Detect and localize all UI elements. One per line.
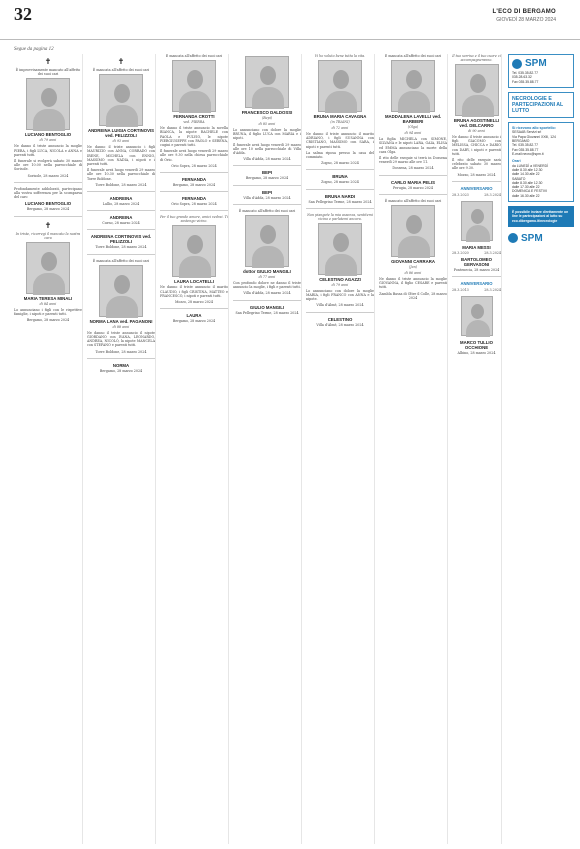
notice-text: Lo annunciano i figli con le rispettive famiglie, i nipoti e parenti tutti. xyxy=(14,307,82,316)
anniversary-heading: ANNIVERSARIO xyxy=(460,281,493,287)
notice-text: Ne danno il triste annuncio il marito ADRIANO, i figli SUSANNA con CRISTIANO, MASSIMO con SARA, i nipoti e parenti tutti. xyxy=(306,132,374,149)
cross-icon: ✝ xyxy=(117,57,125,66)
notice-text: Ne danno il triste annuncio la moglie PIERA, i figli LUCA, NICOLA e ANNA e parenti tutti. xyxy=(14,144,82,157)
portrait-photo xyxy=(172,60,216,112)
spm-logo-icon xyxy=(508,233,518,243)
divider xyxy=(233,300,301,301)
spm-logo xyxy=(512,58,570,69)
notice-intro: È mancata all'affetto dei suoi cari xyxy=(165,54,223,58)
deceased-name: ANDREINA CORTINOVIS ved. PELIZZOLI xyxy=(90,234,152,245)
notice-text: Il funerale si svolgerà sabato 30 marzo alle ore 10.00 nella parrocchiale di Sorisole. xyxy=(14,159,82,172)
spm-logo-icon xyxy=(512,59,522,69)
notice-place-date: Bergamo, 28 marzo 2024 xyxy=(99,368,143,373)
deceased-nickname: (Bepi) xyxy=(261,116,273,120)
hours-line: dalle 16.30 alle 22 xyxy=(512,193,540,198)
notice-text: Ne danno il triste annuncio il marito CLAUDIO, i figli CRISTINA, MATTEO e FRANCESCO, i nipoti e parenti tutti. xyxy=(160,285,228,298)
notice-place-date: Torre Boldone, 28 marzo 2024 xyxy=(95,245,147,250)
divider xyxy=(306,312,374,313)
divider xyxy=(452,276,501,277)
hours-line: dalle 14.30 alle 22 xyxy=(512,172,540,177)
divider xyxy=(379,175,447,176)
deceased-name: ANDREINA xyxy=(109,196,133,202)
deceased-name: FERNANDA CROTTI xyxy=(173,114,215,120)
deceased-name: GIULIO MANGILI xyxy=(249,304,285,310)
notice-place-date: Bergamo, 28 marzo 2024 xyxy=(26,207,70,212)
deceased-name: NORMA LANA ved. PAGANONI xyxy=(89,318,153,324)
notice-text: Ne danno il triste annuncio la moglie GIOVANNA, il figlio CESARE e parenti tutti. xyxy=(379,277,447,290)
contact-line: Fax 035.35.88.77 xyxy=(512,79,539,84)
divider xyxy=(87,229,155,230)
divider xyxy=(233,204,301,205)
cross-icon: ✝ xyxy=(44,220,52,230)
notice-text: La figlia MICHELA con SIMONE, SILVANA e le nipoti LARA, GAIA, ELISA ed EMMA annunciano la morte della cara Olga. xyxy=(379,137,447,154)
portrait-photo xyxy=(455,64,499,116)
column-4 xyxy=(233,54,302,844)
portrait-photo xyxy=(318,60,362,112)
notice-intro: È mancata all'affetto dei suoi cari xyxy=(384,54,442,58)
deceased-age: di 93 anni xyxy=(112,139,130,144)
portrait-photo xyxy=(461,201,493,241)
promo-text: È possibile inviare direttamente on line le partecipazioni al lutto su eco.dibergamo.it/necrologie xyxy=(512,210,569,223)
notice-place-date: Bergamo, 28 marzo 2024 xyxy=(26,318,70,323)
portrait-photo xyxy=(391,60,435,112)
hours-line: SABATO xyxy=(512,176,526,181)
spm-brand xyxy=(508,233,574,244)
email-link[interactable]: E-mail necro@spm.it xyxy=(512,151,544,156)
deceased-age: di 72 anni xyxy=(331,126,349,130)
notice-text: Ne danno il triste annuncio il nipote GIORDANO con IVANA, LEONARDO, ANDREA, NICOLÒ, la nipote MANCELA con STEFANO e parenti tutti. xyxy=(87,330,155,348)
notice-text: Con profondo dolore ne danno il triste annuncio la moglie, i figli e parenti tutti. xyxy=(233,281,301,290)
notice-place-date: Bergamo, 28 marzo 2024 xyxy=(245,176,289,181)
notice-intro: È mancato all'affetto dei suoi cari xyxy=(238,208,296,213)
page-number: 32 xyxy=(14,4,32,24)
notice-place-date: Villa d'Almè, 28 marzo 2024 xyxy=(316,322,364,327)
portrait-photo xyxy=(318,223,362,275)
deceased-name: BRUNA AGOSTINELLI ved. DELCARRO xyxy=(453,118,500,128)
portrait-photo xyxy=(99,265,143,317)
notice-place-date: Pontenecia, 28 marzo 2024 xyxy=(453,267,500,272)
deceased-name: MARCO TULLIO OCCHIONE xyxy=(460,340,493,351)
anniversary-heading: ANNIVERSARIO xyxy=(460,185,493,191)
notice-place-date: Zambla Bassa di Oltre il Colle, 28 marzo 2024 xyxy=(379,291,447,300)
anniversary-dates xyxy=(452,288,501,292)
column-6 xyxy=(379,54,448,844)
hours-line: DOMENICA E FESTIVI xyxy=(512,189,548,194)
hours-line: dalle 8.30 alle 12.30 xyxy=(512,167,543,172)
date-end: 28.3.2024 xyxy=(484,250,501,255)
notice-place-date: Albino, 28 marzo 2024 xyxy=(457,351,496,356)
photo-pair xyxy=(452,199,501,243)
deceased-name: NORMA xyxy=(112,362,130,368)
notice-intro: È mancata all'affetto dei suoi cari xyxy=(92,258,150,263)
anniversary-dates xyxy=(452,193,501,197)
section-heading: NECROLOGIE E PARTECIPAZIONI AL LUTTO xyxy=(512,95,564,114)
deceased-name: MADDALENA LAVELLI ved. BARBIERI xyxy=(384,114,442,125)
divider xyxy=(87,254,155,255)
notice-place-date: San Pellegrino Terme, 28 marzo 2024 xyxy=(308,199,372,204)
deceased-name: LAURA LOCATELLI xyxy=(174,279,214,285)
divider xyxy=(14,216,82,217)
contact-line: 035.28.63.32 xyxy=(512,75,532,80)
divider xyxy=(306,189,374,190)
notice-text: Lo annunciano con dolore la moglie BRUNA, il figlio LUCA con MARIA e i nipoti. xyxy=(233,128,301,141)
info-line: SESAAB Servizi srl xyxy=(512,130,542,135)
continued-note: Segue da pagina 12 xyxy=(14,47,54,52)
deceased-name: FRANCESCO DALDOSSI xyxy=(241,110,293,115)
info-line: Via Papa Giovanni XXIII, 124 xyxy=(512,134,556,139)
notice-text: Il funerale avrà luogo venerdì 29 marzo alle ore 10 nella parrocchiale di Villa d'Adda. xyxy=(233,142,301,156)
info-line: Fax 035.35.88.77 xyxy=(512,147,539,152)
notice-text: Lo annunciano con dolore la moglie MARIA, i figli FRANCO con ANNA e la nipote. xyxy=(306,288,374,302)
notice-place-date: San Pellegrino Terme, 28 marzo 2024 xyxy=(235,310,299,315)
notice-place-date: Orio Sopra, 28 marzo 2024 xyxy=(171,202,217,207)
info-line: Tel. 035.35.82.77 xyxy=(512,143,539,148)
necrology-box xyxy=(508,92,574,118)
notice-place-date: Perugia, 28 marzo 2024 xyxy=(392,185,434,190)
deceased-age: di 86 anni xyxy=(404,271,422,276)
deceased-age: di 88 anni xyxy=(112,324,130,329)
deceased-name: CELESTINO AGAZZI xyxy=(319,276,361,282)
deceased-age: di 90 anni xyxy=(468,129,485,133)
column-1 xyxy=(14,54,83,844)
notice-place-date: Villa d'Almè, 28 marzo 2024 xyxy=(316,303,364,308)
date-start: 28.3.2020 xyxy=(452,250,469,255)
notice-text: La salma riposa presso la casa del commiato. xyxy=(306,150,374,160)
verse: Per il tuo grande amore, amici vedrai. Ti sostengo vicino. xyxy=(160,215,228,224)
deceased-name: BARTOLOMEO GERVASONI xyxy=(461,256,492,267)
contact-line: Tel. 035.35.82.77 xyxy=(512,71,539,75)
deceased-name: LUCIANO BENTOGLIO xyxy=(24,132,72,138)
deceased-age: di 85 anni xyxy=(258,122,276,126)
divider xyxy=(160,172,228,173)
notice-intro: È improvvisamente mancato all'affetto dei suoi cari xyxy=(15,68,81,77)
date-start: 28.3.2013 xyxy=(452,288,469,293)
notice-place-date: Orio Sopra, 28 marzo 2024 xyxy=(171,163,217,168)
portrait-photo xyxy=(391,205,435,257)
date-start: 28.3.2023 xyxy=(452,192,469,197)
date-end: 28.3.2024 xyxy=(484,288,501,293)
notice-place-date: Sorisole, 28 marzo 2024 xyxy=(27,173,69,178)
deceased-age: di 94 anni xyxy=(404,131,422,136)
notice-place-date: Villa d'Adda, 28 marzo 2024 xyxy=(243,195,291,200)
hours-title: Orari xyxy=(512,159,521,164)
deceased-name: LUCIANO BENTOGLIO xyxy=(24,201,72,207)
notice-place-date: Curno, 28 marzo 2024 xyxy=(102,221,140,226)
column-2 xyxy=(87,54,156,844)
deceased-name: MARIA MESSI xyxy=(462,244,491,250)
notice-place-date: Torre Boldone, 28 marzo 2024 xyxy=(95,182,147,187)
notice-text: Ne danno il triste annuncio la sorella BIANCA, la nipote RACHELE con PAOLA e FULVIO, le nipote PIERGIUSEPPE con PAOLO e SERENA, cugini e parenti tutti. xyxy=(160,126,228,148)
newspaper-title: L'ECO DI BERGAMO xyxy=(492,9,556,15)
notice-text: Profondamente addolorati, partecipano alla vostra sofferenza per la scomparsa del caro xyxy=(14,186,82,200)
deceased-age: di 79 anni xyxy=(331,282,349,287)
deceased-married-name: (in TRAINI) xyxy=(330,120,350,124)
divider xyxy=(379,194,447,195)
divider xyxy=(87,358,155,359)
notice-place-date: Bergamo, 28 marzo 2024 xyxy=(172,183,216,188)
page-header xyxy=(0,0,580,40)
deceased-age: di 84 anni xyxy=(39,301,57,306)
photo-pair xyxy=(452,294,501,338)
deceased-name: BRUNA NARDI xyxy=(324,193,356,199)
portrait-photo xyxy=(461,296,493,336)
divider xyxy=(233,185,301,186)
office-box xyxy=(508,122,574,202)
divider xyxy=(233,165,301,166)
notice-text: Il rito delle esequie sarà celebrato sabato 30 marzo alle ore 9.30. xyxy=(452,158,501,171)
online-promo[interactable] xyxy=(508,206,574,227)
portrait-photo xyxy=(26,242,70,294)
divider xyxy=(306,208,374,209)
deceased-name: FERNANDA xyxy=(181,196,207,202)
column-3 xyxy=(160,54,229,844)
notice-place-date: Dossena, 28 marzo 2024 xyxy=(392,166,434,171)
deceased-name: ANDREINA LUIGIA CORTINOVIS ved. PELIZZOLI xyxy=(87,128,155,139)
portrait-photo xyxy=(245,56,289,108)
deceased-name: ANDREINA xyxy=(109,215,133,221)
notice-place-date: Mozzo, 28 marzo 2024 xyxy=(175,300,213,305)
deceased-age: di 77 anni xyxy=(258,275,276,280)
notice-text: Il funerale avrà luogo venerdì 29 marzo alle ore 9.30 nella chiesa parrocchiale di Orio. xyxy=(160,149,228,162)
hours-line: da LUNEDÌ a VENERDÌ xyxy=(512,163,548,168)
notice-intro: È mancato all'affetto dei suoi cari xyxy=(384,198,442,203)
notice-place-date: Zogno, 28 marzo 2024 xyxy=(321,180,359,185)
divider xyxy=(452,181,501,182)
notice-text: Il rito delle esequie si terrà in Dossena venerdì 29 marzo alle ore 11. xyxy=(379,156,447,165)
notice-place-date: Zogno, 28 marzo 2024 xyxy=(321,161,359,166)
contact-box xyxy=(508,54,574,88)
portrait-photo xyxy=(245,215,289,267)
divider xyxy=(306,169,374,170)
info-line: Si ricevono allo sportello: xyxy=(512,125,556,130)
anniversary-dates xyxy=(452,251,501,255)
verse: Il tuo sorriso e il tuo cuore ci accompagneranno. xyxy=(452,54,501,62)
hours-line: dalle 17.30 alle 22 xyxy=(512,185,540,190)
column-5 xyxy=(306,54,375,844)
spm-brand-text: SPM xyxy=(521,232,543,244)
date-end: 28.3.2024 xyxy=(484,192,501,197)
deceased-note: ved. PIERRA xyxy=(183,120,205,125)
divider xyxy=(87,191,155,192)
deceased-name: BEPI xyxy=(261,170,273,176)
cross-icon: ✝ xyxy=(44,57,52,66)
deceased-nickname: (Olga) xyxy=(407,125,419,130)
portrait-photo xyxy=(99,74,143,126)
notice-place-date: Villa d'Adda, 28 marzo 2024 xyxy=(243,291,291,296)
deceased-nickname: (Jan) xyxy=(409,265,417,270)
deceased-name: LAURA xyxy=(186,313,202,319)
hours-line: dalle 8.30 alle 12.30 xyxy=(512,180,543,185)
notice-place-date: Torre Boldone, 28 marzo 2024 xyxy=(95,349,147,354)
notice-text: Ne danno il triste annuncio i figli GIACOMO con MELISSA, CHICCA e DARIO con DABY, i nipoti e parenti tutti. xyxy=(452,135,501,156)
deceased-name: FERNANDA xyxy=(181,177,207,183)
deceased-name: BRUNA MARIA CAVAGNA xyxy=(313,114,367,119)
notice-place-date: Lallio, 28 marzo 2024 xyxy=(102,202,140,207)
divider xyxy=(160,191,228,192)
spm-logo-text: SPM xyxy=(525,58,547,69)
divider xyxy=(14,182,82,183)
deceased-name: BRUNA xyxy=(332,174,348,180)
verse: In triste, ricorregi il mancato la nostra cara xyxy=(15,231,81,240)
verse: Vi ho voluto bene tutta la vita. xyxy=(314,54,366,58)
divider xyxy=(160,210,228,211)
deceased-name: MARIA TERESA MINALI xyxy=(23,295,73,301)
deceased-name: CELESTINO xyxy=(327,316,353,322)
divider xyxy=(87,210,155,211)
divider xyxy=(160,308,228,309)
issue-date: GIOVEDÌ 28 MARZO 2024 xyxy=(496,17,556,23)
notice-text: Ne danno il triste annuncio i figli MAURIZIO con ANNA, CORRADO con IRENE, MICHELA con ENNIO, MASSIMO con NADIA, i nipoti e i parenti tutti. xyxy=(87,145,155,167)
notice-text: Il funerale avrà luogo venerdì 29 marzo alle ore 10.30 nella parrocchiale di Torre Boldone. xyxy=(87,168,155,181)
notice-intro: È mancata all'affetto dei suoi cari xyxy=(92,68,150,72)
info-sidebar xyxy=(508,54,574,844)
deceased-name: GIOVANNI CARRARA xyxy=(391,259,435,265)
deceased-name: dottor GIULIO MANGILI xyxy=(243,269,291,275)
portrait-photo xyxy=(172,225,216,277)
portrait-photo xyxy=(26,78,70,130)
deceased-age: di 79 anni xyxy=(39,138,57,143)
deceased-name: CARLO MARIA PELIS xyxy=(390,179,435,185)
notice-place-date: Villa d'Adda, 28 marzo 2024 xyxy=(243,157,291,162)
info-line: BERGAMO xyxy=(512,138,530,143)
deceased-name: BEPI xyxy=(261,189,273,195)
notice-place-date: Bergamo, 28 marzo 2024 xyxy=(172,319,216,324)
notice-place-date: Mozzo, 28 marzo 2024 xyxy=(457,172,496,177)
verse: Non piangete la mia assenza, sentitemi vicino e parlatemi ancora. xyxy=(307,212,373,221)
column-7 xyxy=(452,54,502,844)
